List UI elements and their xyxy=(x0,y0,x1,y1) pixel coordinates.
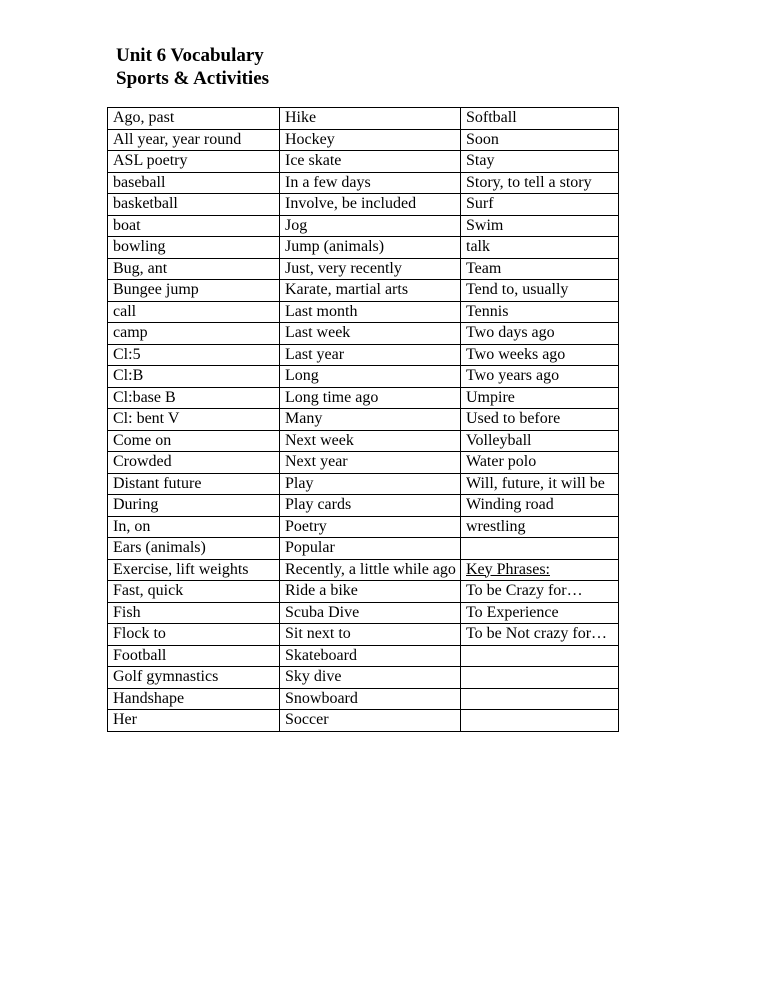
vocab-term: Many xyxy=(285,410,323,427)
table-cell xyxy=(108,645,280,667)
table-cell xyxy=(461,409,619,431)
table-row xyxy=(108,323,619,345)
vocab-term: Umpire xyxy=(466,388,515,406)
table-cell xyxy=(461,645,619,667)
vocab-term: Golf gymnastics xyxy=(113,668,219,685)
vocab-term: Tend to, usually xyxy=(466,281,569,298)
table-cell xyxy=(108,344,280,366)
table-cell xyxy=(461,323,619,345)
table-cell xyxy=(280,495,461,517)
vocab-term: Last month xyxy=(285,302,358,320)
vocab-term: Jump (animals) xyxy=(285,238,385,255)
table-row xyxy=(108,430,619,452)
vocab-term: Two weeks ago xyxy=(466,345,566,363)
vocab-term: basketball xyxy=(113,195,178,212)
vocab-term: Stay xyxy=(466,152,495,169)
vocab-term: Story, to tell a story xyxy=(466,173,592,191)
vocab-term: wrestling xyxy=(466,517,526,535)
table-row xyxy=(108,516,619,538)
table-row xyxy=(108,710,619,732)
vocab-term: Softball xyxy=(466,109,517,126)
table-cell xyxy=(461,581,619,603)
vocab-term: Next week xyxy=(285,431,354,449)
table-cell xyxy=(280,301,461,323)
table-row xyxy=(108,581,619,603)
table-cell xyxy=(108,688,280,710)
table-cell xyxy=(108,710,280,732)
table-cell xyxy=(108,172,280,194)
table-cell xyxy=(280,710,461,732)
vocab-term: Ice skate xyxy=(285,152,342,169)
table-cell xyxy=(280,430,461,452)
table-cell xyxy=(280,645,461,667)
vocab-term: Poetry xyxy=(285,517,327,535)
vocab-term: Flock to xyxy=(113,625,166,642)
vocab-term: In, on xyxy=(113,517,151,535)
table-row xyxy=(108,194,619,216)
vocab-term: Football xyxy=(113,646,167,664)
vocab-term: Ride a bike xyxy=(285,582,358,599)
table-cell xyxy=(280,559,461,581)
table-cell xyxy=(280,473,461,495)
table-cell xyxy=(461,387,619,409)
vocab-term: Cl:B xyxy=(113,367,144,384)
table-row xyxy=(108,624,619,646)
table-cell xyxy=(461,108,619,130)
table-cell xyxy=(108,151,280,173)
vocab-term: Snowboard xyxy=(285,689,358,707)
table-cell xyxy=(461,452,619,474)
table-row xyxy=(108,172,619,194)
table-row xyxy=(108,258,619,280)
table-cell xyxy=(461,344,619,366)
vocab-term: Distant future xyxy=(113,474,202,492)
vocab-term: ASL poetry xyxy=(113,152,188,169)
vocab-term: All year, year round xyxy=(113,130,242,148)
table-cell xyxy=(280,258,461,280)
table-cell xyxy=(108,387,280,409)
table-cell xyxy=(108,430,280,452)
vocab-term: Exercise, lift weights xyxy=(113,560,249,578)
vocab-term: Long xyxy=(285,367,319,384)
vocab-term: Tennis xyxy=(466,302,509,320)
vocab-term: Her xyxy=(113,711,137,728)
table-cell xyxy=(280,237,461,259)
table-cell xyxy=(108,323,280,345)
table-cell xyxy=(280,215,461,237)
table-cell xyxy=(280,624,461,646)
table-cell xyxy=(108,473,280,495)
vocab-term: camp xyxy=(113,324,148,341)
vocab-term: To be Not crazy for… xyxy=(466,625,608,642)
vocab-term: Two days ago xyxy=(466,324,555,341)
table-cell xyxy=(108,366,280,388)
vocab-term: Involve, be included xyxy=(285,195,417,212)
table-cell xyxy=(108,108,280,130)
table-row xyxy=(108,366,619,388)
vocab-term: Recently, a little while ago xyxy=(285,560,456,578)
vocab-term: Play xyxy=(285,474,314,492)
vocab-term: In a few days xyxy=(285,173,371,191)
vocab-term: Just, very recently xyxy=(285,259,402,277)
table-cell xyxy=(108,452,280,474)
table-cell xyxy=(280,409,461,431)
vocab-term: Bungee jump xyxy=(113,281,199,298)
vocab-term: Two years ago xyxy=(466,367,560,384)
table-cell xyxy=(280,151,461,173)
vocabulary-table-body xyxy=(108,108,619,732)
vocab-term: Play cards xyxy=(285,496,352,513)
vocab-term: To Experience xyxy=(466,603,559,621)
vocab-term: Last year xyxy=(285,345,345,363)
table-cell xyxy=(108,258,280,280)
vocab-term: boat xyxy=(113,216,141,234)
title-line-2: Sports & Activities xyxy=(116,68,270,89)
table-cell xyxy=(461,538,619,560)
table-cell xyxy=(108,516,280,538)
vocab-term: Ears (animals) xyxy=(113,539,206,556)
table-row xyxy=(108,602,619,624)
table-cell xyxy=(108,538,280,560)
vocab-term: Key Phrases: xyxy=(466,560,550,578)
table-cell xyxy=(461,366,619,388)
table-cell xyxy=(280,194,461,216)
table-cell xyxy=(280,172,461,194)
vocab-term: Come on xyxy=(113,431,172,449)
table-row xyxy=(108,667,619,689)
table-row xyxy=(108,645,619,667)
table-row xyxy=(108,559,619,581)
table-row xyxy=(108,409,619,431)
vocab-term: Team xyxy=(466,259,502,277)
table-cell xyxy=(280,344,461,366)
table-cell xyxy=(280,108,461,130)
vocab-term: Fish xyxy=(113,603,141,621)
table-row xyxy=(108,237,619,259)
table-cell xyxy=(280,366,461,388)
table-cell xyxy=(108,559,280,581)
vocab-term: Skateboard xyxy=(285,646,357,664)
table-cell xyxy=(461,237,619,259)
vocab-term: Water polo xyxy=(466,453,537,470)
vocab-term: Cl:base B xyxy=(113,388,176,406)
table-cell xyxy=(280,129,461,151)
table-cell xyxy=(461,495,619,517)
table-cell xyxy=(280,581,461,603)
vocab-term: Next year xyxy=(285,453,348,470)
table-cell xyxy=(461,258,619,280)
table-row xyxy=(108,452,619,474)
vocab-term: Karate, martial arts xyxy=(285,281,409,298)
table-row xyxy=(108,473,619,495)
table-row xyxy=(108,151,619,173)
table-row xyxy=(108,301,619,323)
vocab-term: Bug, ant xyxy=(113,259,168,277)
table-cell xyxy=(108,624,280,646)
table-row xyxy=(108,538,619,560)
vocab-term: Popular xyxy=(285,539,335,556)
table-cell xyxy=(461,430,619,452)
vocabulary-table xyxy=(107,107,619,732)
table-cell xyxy=(461,301,619,323)
table-cell xyxy=(108,237,280,259)
vocab-term: Cl:5 xyxy=(113,345,141,363)
table-cell xyxy=(108,667,280,689)
table-cell xyxy=(461,624,619,646)
title-line-1: Unit 6 Vocabulary xyxy=(116,45,264,66)
table-cell xyxy=(280,602,461,624)
vocab-term: Handshape xyxy=(113,689,185,707)
vocab-term: Hockey xyxy=(285,130,335,148)
vocab-term: baseball xyxy=(113,173,166,191)
table-cell xyxy=(108,129,280,151)
table-row xyxy=(108,129,619,151)
vocab-term: Fast, quick xyxy=(113,582,184,599)
table-cell xyxy=(280,516,461,538)
vocab-term: Soon xyxy=(466,130,499,148)
vocab-term: Crowded xyxy=(113,453,172,470)
table-cell xyxy=(108,280,280,302)
table-cell xyxy=(280,387,461,409)
table-cell xyxy=(461,559,619,581)
table-row xyxy=(108,280,619,302)
table-row xyxy=(108,215,619,237)
table-cell xyxy=(280,688,461,710)
vocab-term: call xyxy=(113,302,137,320)
vocab-term: Surf xyxy=(466,195,494,212)
vocab-term: Jog xyxy=(285,216,308,234)
vocab-term: Last week xyxy=(285,324,351,341)
vocab-term: Cl: bent V xyxy=(113,410,180,427)
table-cell xyxy=(108,301,280,323)
table-cell xyxy=(108,495,280,517)
table-cell xyxy=(461,215,619,237)
vocab-term: Soccer xyxy=(285,711,329,728)
table-row xyxy=(108,108,619,130)
table-cell xyxy=(280,280,461,302)
table-cell xyxy=(461,280,619,302)
vocab-term: Used to before xyxy=(466,410,561,427)
table-cell xyxy=(461,602,619,624)
table-cell xyxy=(461,172,619,194)
vocab-term: Will, future, it will be xyxy=(466,474,605,492)
table-cell xyxy=(461,129,619,151)
vocab-term: talk xyxy=(466,238,490,255)
vocab-term: Sit next to xyxy=(285,625,351,642)
vocab-term: Winding road xyxy=(466,496,554,513)
table-cell xyxy=(108,602,280,624)
page-title xyxy=(116,44,269,90)
table-row xyxy=(108,344,619,366)
vocab-term: Long time ago xyxy=(285,388,379,406)
table-cell xyxy=(108,194,280,216)
table-row xyxy=(108,495,619,517)
table-cell xyxy=(280,323,461,345)
table-cell xyxy=(461,194,619,216)
table-cell xyxy=(280,667,461,689)
table-row xyxy=(108,387,619,409)
vocab-term: Ago, past xyxy=(113,109,175,126)
table-cell xyxy=(280,452,461,474)
table-cell xyxy=(461,667,619,689)
table-cell xyxy=(461,688,619,710)
table-cell xyxy=(461,516,619,538)
vocab-term: bowling xyxy=(113,238,166,255)
table-cell xyxy=(108,215,280,237)
vocab-term: Hike xyxy=(285,109,317,126)
table-cell xyxy=(108,409,280,431)
table-cell xyxy=(461,151,619,173)
vocab-term: Swim xyxy=(466,216,504,234)
vocab-term: Scuba Dive xyxy=(285,603,360,621)
table-cell xyxy=(461,710,619,732)
vocab-term: To be Crazy for… xyxy=(466,582,583,599)
table-cell xyxy=(280,538,461,560)
table-cell xyxy=(108,581,280,603)
table-row xyxy=(108,688,619,710)
table-cell xyxy=(461,473,619,495)
vocab-term: Volleyball xyxy=(466,431,532,449)
vocab-term: Sky dive xyxy=(285,668,342,685)
vocab-term: During xyxy=(113,496,159,513)
